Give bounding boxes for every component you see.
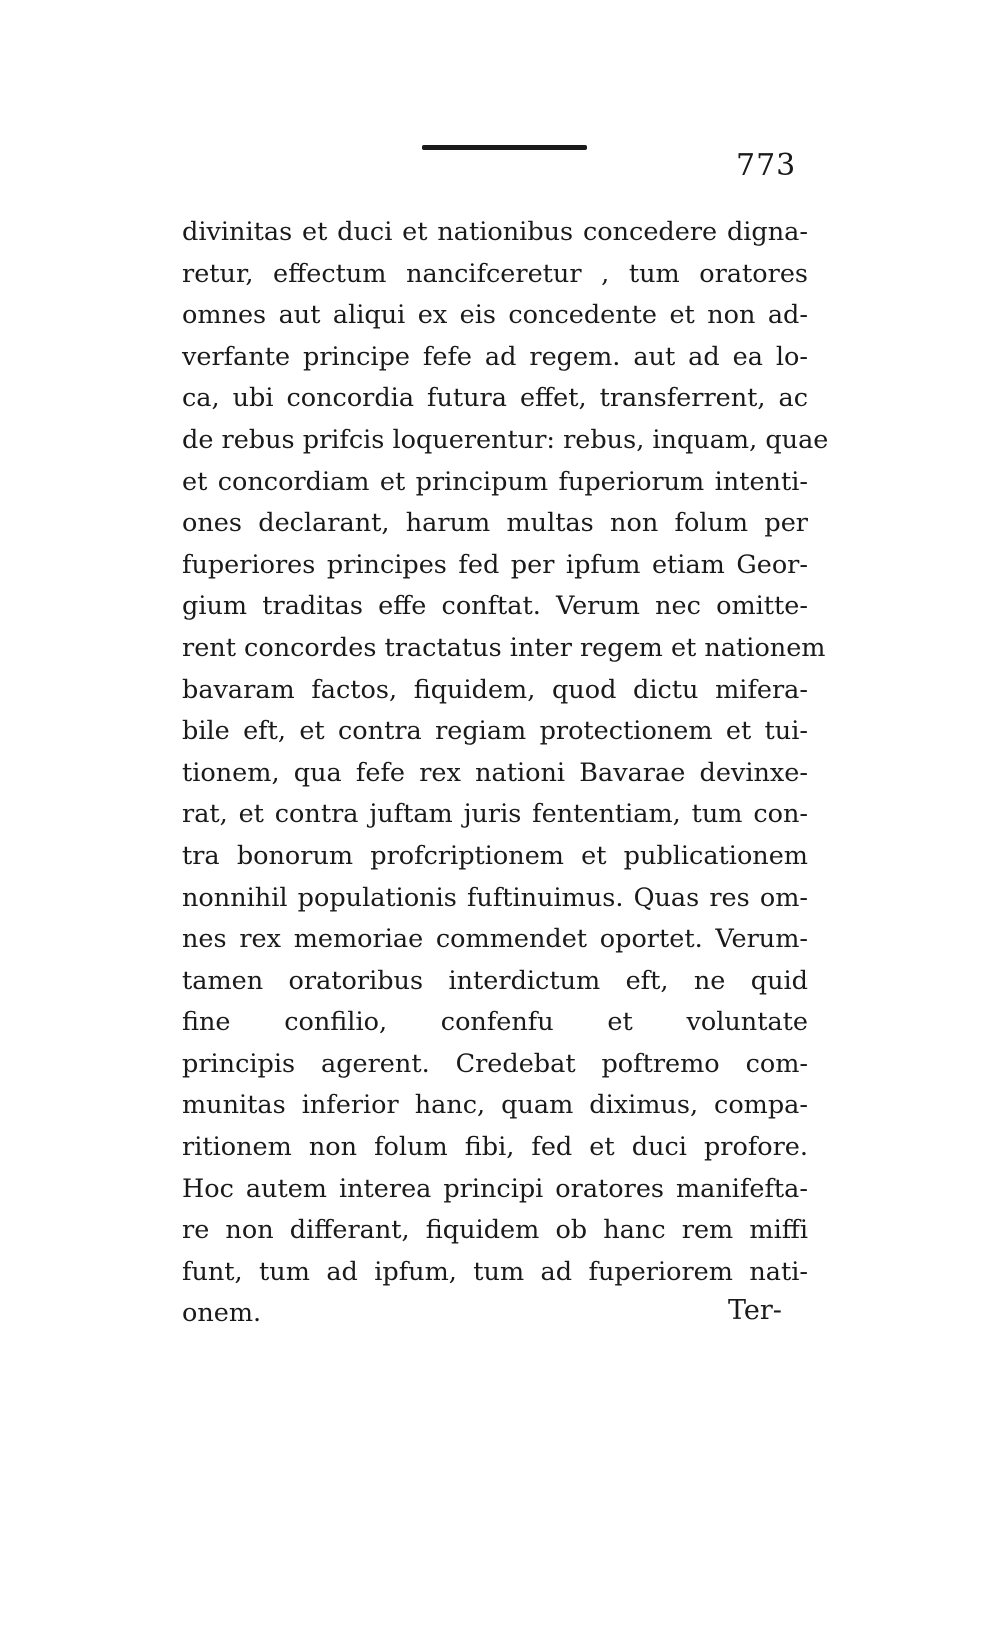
- text-line: nes rex memoriae commendet oportet. Verum-: [182, 924, 808, 955]
- text-line: de rebus prifcis loquerentur: rebus, inquam, quae: [182, 424, 829, 455]
- text-line: Hoc autem interea principi oratores manifefta-: [182, 1173, 808, 1204]
- text-line: divinitas et duci et nationibus concedere digna-: [182, 217, 808, 247]
- text-line: re non differant, fiquidem ob hanc rem miffi: [182, 1215, 808, 1246]
- text-line: tra bonorum profcriptionem et publicationem: [182, 840, 808, 871]
- header-rule: [422, 145, 587, 150]
- text-line: bile eft, et contra regiam protectionem et tui-: [182, 716, 808, 747]
- catchword: Ter-: [728, 1295, 782, 1326]
- page-number: 773: [736, 148, 797, 183]
- text-line: rent concordes tractatus inter regem et nationem: [182, 632, 826, 663]
- text-line: retur, effectum nancifceretur , tum oratores: [182, 258, 808, 289]
- text-line: fuperiores principes fed per ipfum etiam Geor-: [182, 549, 808, 580]
- text-line: bavaram factos, fiquidem, quod dictu mifera-: [182, 674, 808, 705]
- text-line: ritionem non folum fibi, fed et duci profore.: [182, 1132, 808, 1163]
- text-line: omnes aut aliqui ex eis concedente et non ad-: [182, 300, 808, 331]
- text-line: fine confilio, confenfu et voluntate: [182, 1007, 808, 1038]
- text-line: tionem, qua fefe rex nationi Bavarae devinxe-: [182, 757, 808, 788]
- text-line: et concordiam et principum fuperiorum intenti-: [182, 466, 808, 497]
- text-line: rat, et contra juftam juris fententiam, tum con-: [182, 799, 808, 830]
- text-line: nonnihil populationis fuftinuimus. Quas res om-: [182, 882, 808, 913]
- text-line: verfante principe fefe ad regem. aut ad ea lo-: [182, 341, 808, 372]
- text-line: tamen oratoribus interdictum eft, ne quid: [182, 965, 808, 996]
- body-text: [182, 212, 829, 1335]
- text-line: gium traditas effe conftat. Verum nec omitte-: [182, 591, 808, 622]
- text-line: ca, ubi concordia futura effet, transferrent, ac: [182, 383, 808, 414]
- text-line: munitas inferior hanc, quam diximus, compa-: [182, 1090, 808, 1121]
- text-line: onem.: [182, 1298, 262, 1329]
- text-line: principis agerent. Credebat poftremo com-: [182, 1048, 808, 1079]
- text-line: funt, tum ad ipfum, tum ad fuperiorem nati-: [182, 1256, 808, 1287]
- text-line: ones declarant, harum multas non folum per: [182, 508, 808, 539]
